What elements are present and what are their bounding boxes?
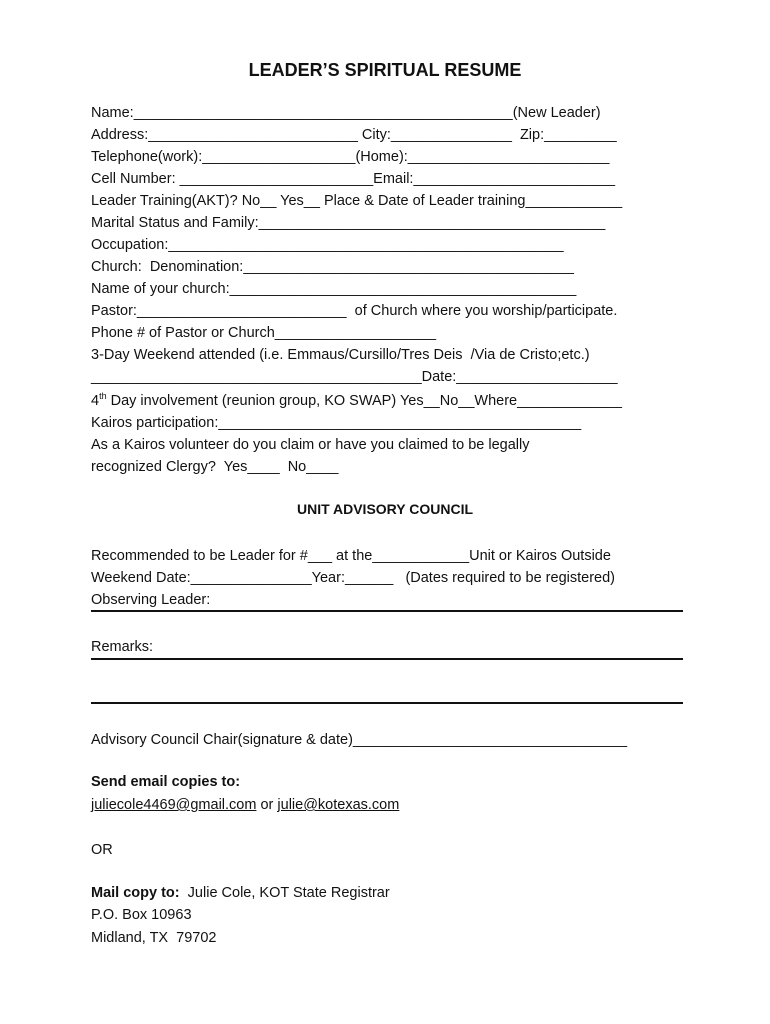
or-separator: OR — [91, 842, 113, 858]
council-weekend-date-line: Weekend Date:_______________Year:______ (Dates required to be registered) — [91, 570, 615, 586]
city-state-line: Midland, TX 79702 — [91, 930, 217, 946]
telephone-line: Telephone(work):___________________(Home):_________________________ — [91, 149, 610, 165]
address-line: Address:__________________________ City:_______________ Zip:_________ — [91, 127, 617, 143]
marital-status-line: Marital Status and Family:___________________________________________ — [91, 215, 606, 231]
name-line: Name:_______________________________________________(New Leader) — [91, 105, 601, 121]
cell-email-line: Cell Number: ________________________Email:_________________________ — [91, 171, 616, 187]
mail-copy-line — [91, 882, 390, 904]
leader-training-line: Leader Training(AKT)? No__ Yes__ Place & Date of Leader training____________ — [91, 193, 623, 209]
fourth-day-line — [91, 390, 622, 412]
pastor-line: Pastor:__________________________ of Church where you worship/participate. — [91, 303, 618, 319]
fourth-day-number: 4 — [91, 393, 100, 409]
mail-copy-name: Julie Cole, KOT State Registrar — [179, 885, 390, 901]
weekend-attended-line: 3-Day Weekend attended (i.e. Emmaus/Cursillo/Tres Deis /Via de Cristo;etc.) — [91, 347, 590, 363]
observing-leader-line: Observing Leader: — [91, 592, 211, 608]
fourth-day-text: Day involvement (reunion group, KO SWAP) Yes__No__Where_____________ — [106, 393, 622, 409]
weekend-date-line: _________________________________________Date:____________________ — [91, 369, 618, 385]
po-box-line: P.O. Box 10963 — [91, 907, 192, 923]
remarks-rule-2 — [91, 702, 683, 704]
observing-leader-rule — [91, 610, 683, 612]
pastor-phone-line: Phone # of Pastor or Church____________________ — [91, 325, 437, 341]
council-chair-line: Advisory Council Chair(signature & date)__________________________________ — [91, 732, 628, 748]
fourth-day-superscript: th — [99, 391, 107, 402]
mail-copy-label: Mail copy to: — [91, 885, 180, 901]
send-email-heading: Send email copies to: — [91, 774, 241, 790]
email-or-text: or — [256, 797, 278, 813]
occupation-line: Occupation:_________________________________________________ — [91, 237, 564, 253]
council-heading: UNIT ADVISORY COUNCIL — [296, 501, 474, 517]
church-name-line: Name of your church:___________________________________________ — [91, 281, 577, 297]
email-link-julie-cole[interactable]: juliecole4469@gmail.com — [91, 797, 257, 813]
recommended-line: Recommended to be Leader for #___ at the____________Unit or Kairos Outside — [91, 548, 611, 564]
kairos-participation-line: Kairos participation:_____________________________________________ — [91, 415, 582, 431]
church-denomination-line: Church: Denomination:_________________________________________ — [91, 259, 574, 275]
email-line — [91, 794, 399, 816]
remarks-line: Remarks: — [91, 639, 154, 655]
remarks-rule-1 — [91, 658, 683, 660]
form-title: LEADER’S SPIRITUAL RESUME — [248, 60, 522, 80]
clergy-question-line-2: recognized Clergy? Yes____ No____ — [91, 459, 339, 475]
clergy-question-line-1: As a Kairos volunteer do you claim or have you claimed to be legally — [91, 437, 530, 453]
email-link-kotexas[interactable]: julie@kotexas.com — [277, 797, 400, 813]
